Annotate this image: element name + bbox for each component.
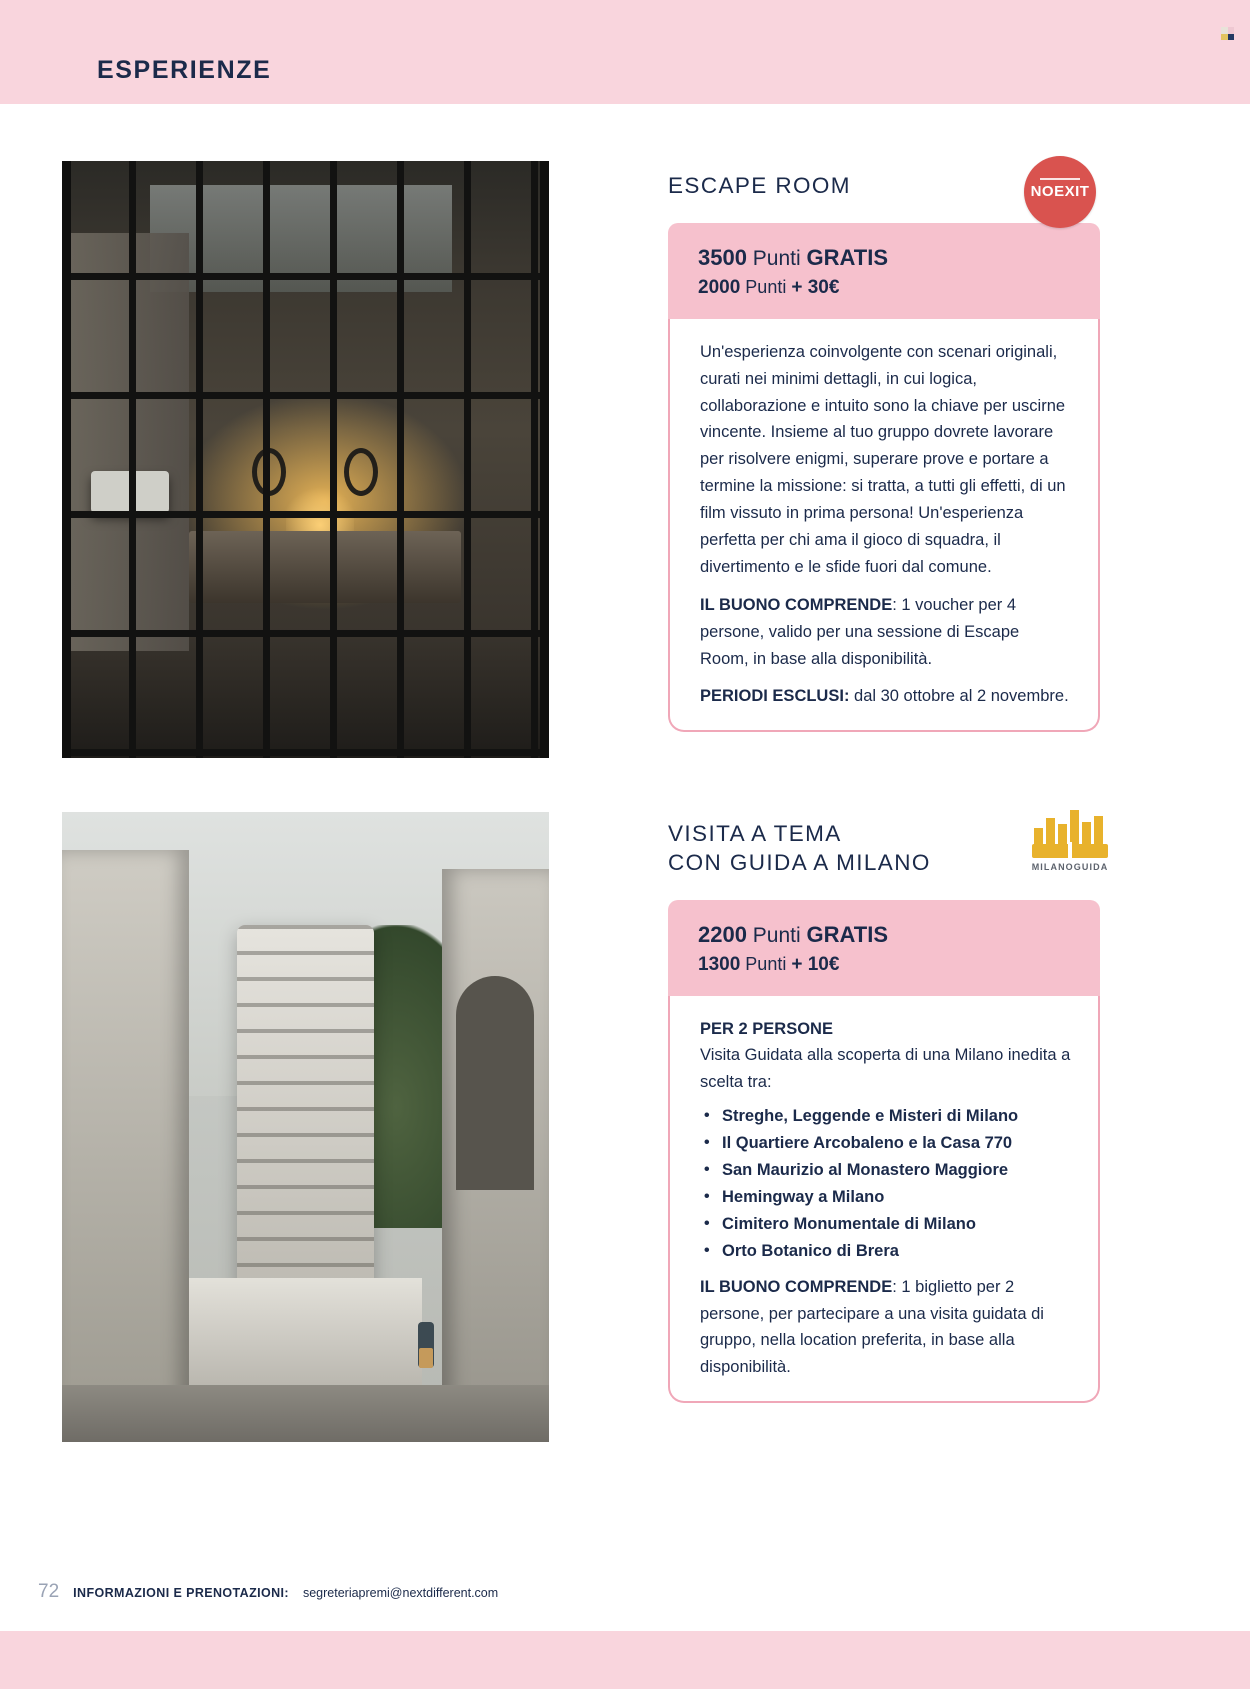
per-persone-label: PER 2 PERSONE [700, 1019, 833, 1038]
offer-card-visita-a-tema [668, 820, 1109, 1403]
page-number: 72 [38, 1581, 60, 1602]
milanoguida-brand-1: MILANO [1031, 862, 1074, 872]
price-free-points-word: Punti [752, 923, 801, 947]
page-footer-band [0, 1631, 1250, 1689]
price-free-points: 2200 [698, 921, 747, 947]
includes-line [700, 1274, 1072, 1382]
list-item: • Streghe, Leggende e Misteri di Milano [722, 1103, 1072, 1130]
includes-text: : 1 voucher per 4 persone, valido per una sessione di Escape Room, in base alla disponibilità. [700, 595, 1020, 668]
price-free-label: GRATIS [806, 244, 888, 270]
offer-card-escape-room [668, 172, 1100, 732]
list-item: • Cimitero Monumentale di Milano [722, 1211, 1072, 1238]
list-item: • San Maurizio al Monastero Maggiore [722, 1157, 1072, 1184]
price-free-row [698, 918, 1074, 952]
price-paid-row [698, 274, 1074, 303]
excluded-line [700, 683, 1072, 710]
description-card-escape-room [668, 319, 1100, 733]
noexit-logo-label: NOEXIT [1030, 183, 1090, 200]
footer [38, 1581, 498, 1603]
description-card-visita [668, 996, 1100, 1404]
escape-room-photo [62, 161, 549, 758]
page-title: ESPERIENZE [97, 56, 272, 84]
footer-label: INFORMAZIONI E PRENOTAZIONI: [73, 1586, 289, 1600]
list-item: • Orto Botanico di Brera [722, 1238, 1072, 1265]
section-title-visita-a-tema [668, 820, 998, 878]
price-paid-row [698, 951, 1074, 980]
price-band-visita [668, 900, 1100, 996]
description-paragraph: Un'esperienza coinvolgente con scenari originali, curati nei minimi dettagli, in cui logica, collaborazione e intuito sono la chiave per uscirne vincente. Insieme al tuo gruppo dovrete lavorare per risolvere enigmi, superare prove e portare a termine la missione: si tratta, a tutti gli effetti, di un film vissuto in prima persona! Un'esperienza perfetta per chi ama il gioco di squadra, il divertimento e le sfide fuori dal comune. [700, 342, 1066, 576]
price-paid-points-word: Punti [745, 277, 787, 298]
includes-label: IL BUONO COMPRENDE [700, 595, 893, 614]
price-paid-points-word: Punti [745, 954, 787, 975]
cimitero-monumentale-photo [62, 812, 549, 1442]
price-paid-extra: + 30€ [791, 277, 840, 299]
price-free-row [698, 241, 1074, 275]
excluded-label: PERIODI ESCLUSI: [700, 687, 850, 706]
price-paid-points: 2000 [698, 277, 741, 299]
includes-label: IL BUONO COMPRENDE [700, 1277, 893, 1296]
list-item: • Il Quartiere Arcobaleno e la Casa 770 [722, 1130, 1072, 1157]
includes-line [700, 592, 1072, 673]
footer-email[interactable]: segreteriapremi@nextdifferent.com [302, 1586, 499, 1600]
price-paid-points: 1300 [698, 954, 741, 976]
milanoguida-logo [1024, 804, 1109, 882]
registration-mark-icon [1221, 27, 1234, 40]
includes-text: : 1 biglietto per 2 persone, per partecipare a una visita guidata di gruppo, nella location preferita, in base alla disponibilità. [700, 1277, 1044, 1377]
price-free-points-word: Punti [752, 246, 801, 270]
milanoguida-brand-2: GUIDA [1073, 862, 1109, 872]
page-header-band [0, 0, 1250, 104]
section-title-escape-room: ESCAPE ROOM [668, 173, 851, 198]
noexit-logo [1024, 156, 1102, 234]
section-title-line-2: CON GUIDA A MILANO [668, 849, 931, 875]
price-band-escape-room [668, 223, 1100, 319]
price-paid-extra: + 10€ [791, 954, 840, 976]
list-item: • Hemingway a Milano [722, 1184, 1072, 1211]
price-free-points: 3500 [698, 244, 747, 270]
price-free-label: GRATIS [806, 921, 888, 947]
tour-options-list [700, 1103, 1072, 1264]
description-paragraph: Visita Guidata alla scoperta di una Milano inedita a scelta tra: [700, 1046, 1071, 1092]
section-title-line-1: VISITA A TEMA [668, 821, 842, 846]
excluded-text: dal 30 ottobre al 2 novembre. [849, 687, 1069, 706]
